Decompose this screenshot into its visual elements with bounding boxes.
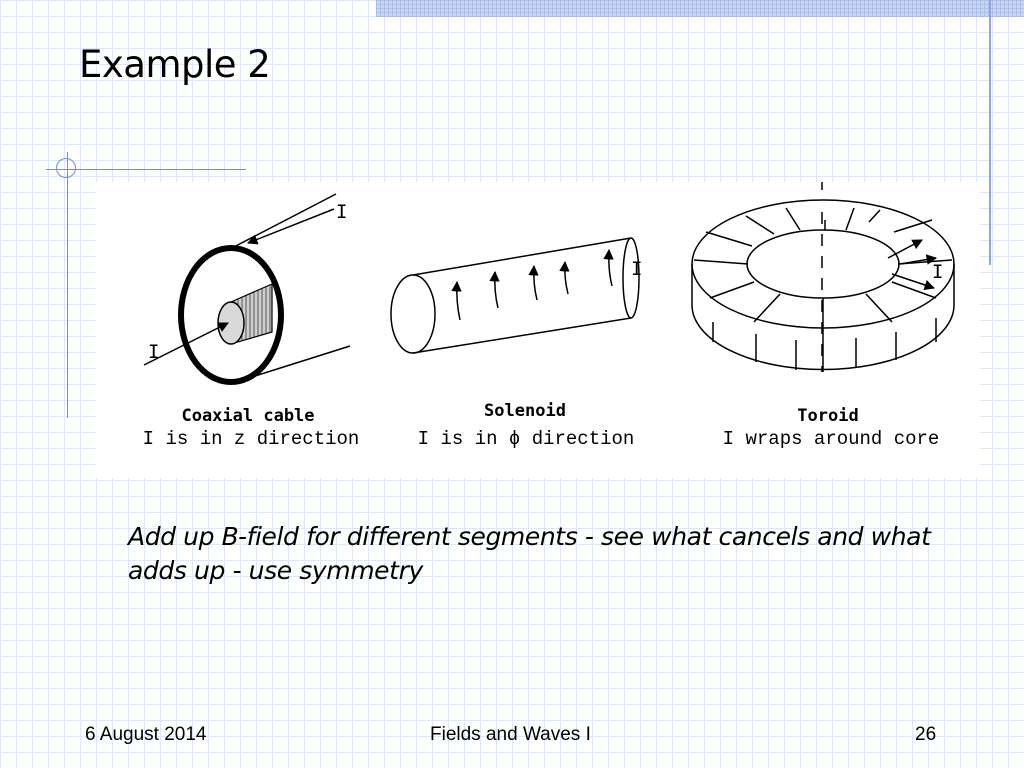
figure-panel <box>96 182 980 478</box>
caption-desc-coaxial: I is in z direction <box>142 428 360 450</box>
decorative-circle-icon <box>56 158 76 178</box>
caption-label-solenoid: Solenoid <box>484 401 566 421</box>
coax-current-symbol-inner: I <box>148 341 160 363</box>
right-decorative-rule <box>989 0 991 265</box>
title-underline-rule <box>46 169 246 170</box>
caption-desc-solenoid: I is in ϕ direction <box>417 428 635 450</box>
left-vertical-rule <box>67 152 68 418</box>
footer-date: 6 August 2014 <box>85 724 207 745</box>
slide-body-text: Add up B-field for different segments - see what cancels and what adds up - use symmetry <box>128 522 931 585</box>
coaxial-cable-drawing <box>144 194 350 382</box>
slide-title: Example 2 <box>79 43 271 86</box>
solenoid-drawing <box>391 238 639 353</box>
toroid-drawing <box>692 182 954 372</box>
caption-label-coaxial: Coaxial cable <box>181 406 315 426</box>
top-decorative-band <box>376 0 1024 17</box>
footer-page-number: 26 <box>915 724 937 745</box>
coax-current-symbol-outer: I <box>336 201 348 223</box>
caption-desc-toroid: I wraps around core <box>722 428 940 450</box>
footer-course: Fields and Waves I <box>430 724 591 745</box>
solenoid-current-symbol: I <box>631 258 643 280</box>
caption-label-toroid: Toroid <box>797 406 859 426</box>
toroid-current-symbol: I <box>932 261 944 283</box>
